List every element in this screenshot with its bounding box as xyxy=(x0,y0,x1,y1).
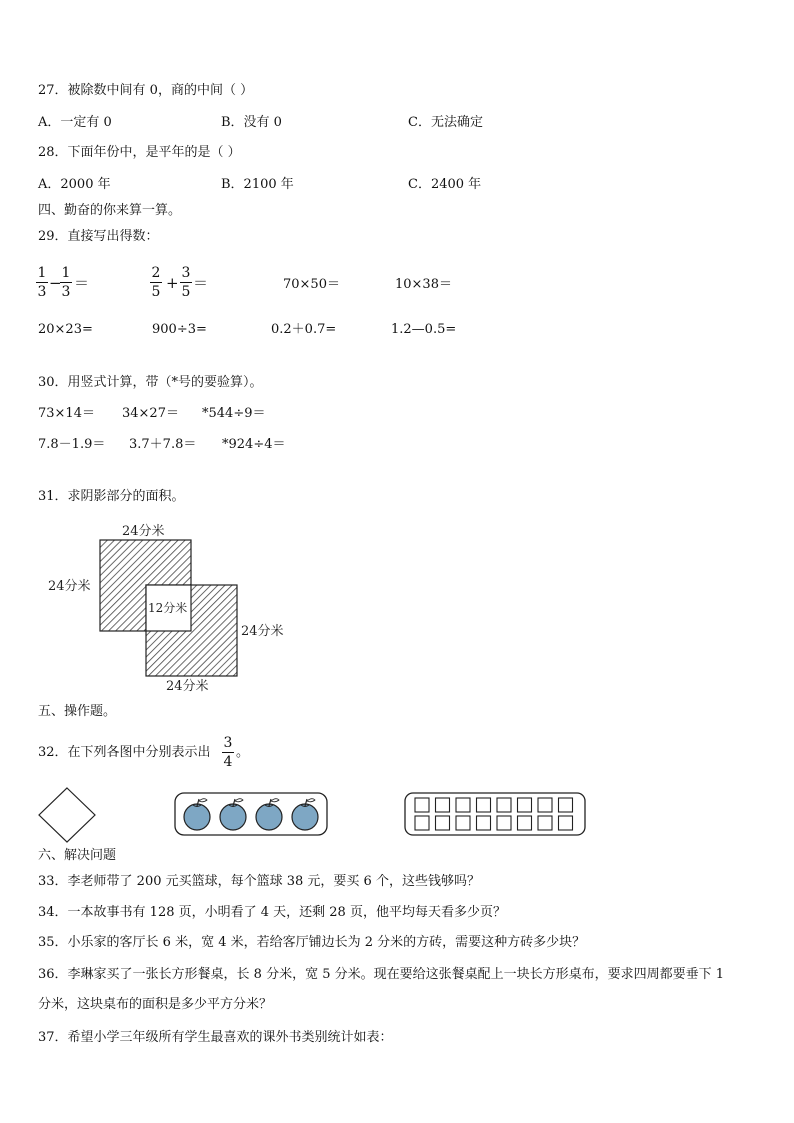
grid-square[interactable] xyxy=(518,798,532,812)
label-bottom: 24分米 xyxy=(166,679,209,694)
grid-square[interactable] xyxy=(456,816,470,830)
denominator: 4 xyxy=(223,754,233,770)
q28-option-a[interactable]: A．2000 年 xyxy=(38,177,111,192)
q36-text-line2: 分米，这块桌布的面积是多少平方分米？ xyxy=(38,997,273,1012)
q29-calc-0.2plus0.7: 0.2＋0.7= xyxy=(271,322,337,337)
fraction-2-5 xyxy=(150,265,162,300)
q29-stem: 29．直接写出得数： xyxy=(38,229,159,244)
denominator: 5 xyxy=(151,284,161,300)
fraction-bar xyxy=(180,282,192,283)
numerator: 1 xyxy=(61,265,71,281)
fraction-bar xyxy=(36,282,48,283)
grid-square[interactable] xyxy=(436,816,450,830)
q30-calc-544div9: *544÷9＝ xyxy=(202,406,266,421)
equals-sign: ＝ xyxy=(74,274,90,292)
fraction-1-3-b xyxy=(60,265,72,300)
q30-calc-73x14: 73×14＝ xyxy=(38,406,95,421)
q27-option-c[interactable]: C．无法确定 xyxy=(408,115,483,130)
q28-option-b[interactable]: B．2100 年 xyxy=(221,177,294,192)
grid-square[interactable] xyxy=(477,816,491,830)
q37-text: 37．希望小学三年级所有学生最喜欢的课外书类别统计如表： xyxy=(38,1030,393,1045)
q35-text: 35．小乐家的客厅长 6 米，宽 4 米，若给客厅铺边长为 2 分米的方砖，需要这种方砖多少块？ xyxy=(38,935,586,950)
denominator: 5 xyxy=(181,284,191,300)
label-right: 24分米 xyxy=(241,624,284,639)
q30-calc-3.7plus7.8: 3.7＋7.8＝ xyxy=(129,437,197,452)
squares-grid-box[interactable] xyxy=(404,792,588,837)
grid-square[interactable] xyxy=(497,816,511,830)
numerator: 2 xyxy=(151,265,161,281)
q33-text: 33．李老师带了 200 元买篮球，每个篮球 38 元，要买 6 个，这些钱够吗？ xyxy=(38,874,480,889)
label-top: 24分米 xyxy=(122,524,165,539)
fraction-bar xyxy=(60,282,72,283)
equals-sign: ＝ xyxy=(193,274,209,292)
section-4-heading: 四、勤奋的你来算一算。 xyxy=(38,203,182,218)
grid-square[interactable] xyxy=(538,816,552,830)
q28-option-c[interactable]: C．2400 年 xyxy=(408,177,482,192)
denominator: 3 xyxy=(61,284,71,300)
q27-stem: 27．被除数中间有 0，商的中间（ ） xyxy=(38,83,254,98)
q29-calc-1.2minus0.5: 1.2—0.5= xyxy=(391,322,457,337)
numerator: 3 xyxy=(181,265,191,281)
q30-calc-34x27: 34×27＝ xyxy=(122,406,179,421)
fraction-3-4 xyxy=(222,735,234,770)
fraction-bar xyxy=(222,752,234,753)
grid-square[interactable] xyxy=(538,798,552,812)
grid-square[interactable] xyxy=(436,798,450,812)
q29-calc-70x50: 70×50＝ xyxy=(283,277,340,292)
section-5-heading: 五、操作题。 xyxy=(38,704,117,719)
fraction-bar xyxy=(150,282,162,283)
q29-calc-900div3: 900÷3= xyxy=(152,322,207,337)
grid-square[interactable] xyxy=(559,816,573,830)
fraction-1-3-a xyxy=(36,265,48,300)
q32-stem xyxy=(38,745,211,761)
minus-sign: − xyxy=(49,274,62,292)
q28-stem: 28．下面年份中，是平年的是（ ） xyxy=(38,145,241,160)
denominator: 3 xyxy=(37,284,47,300)
grid-square[interactable] xyxy=(518,816,532,830)
q36-text-line1: 36．李琳家买了一张长方形餐桌，长 8 分米，宽 5 分米。现在要给这张餐桌配上一块长方形桌布，要求四周都要垂下 1 xyxy=(38,967,725,982)
diamond-shape[interactable] xyxy=(38,787,98,843)
q30-calc-7.8minus1.9: 7.8－1.9＝ xyxy=(38,437,106,452)
numerator: 3 xyxy=(223,735,233,751)
q31-stem: 31．求阴影部分的面积。 xyxy=(38,489,185,504)
section-6-heading: 六、解决问题 xyxy=(38,848,117,863)
grid-square[interactable] xyxy=(456,798,470,812)
grid-square[interactable] xyxy=(559,798,573,812)
q29-calc-20x23: 20×23= xyxy=(38,322,93,337)
q27-option-a[interactable]: A．一定有 0 xyxy=(38,115,112,130)
q29-calc-10x38: 10×38＝ xyxy=(395,277,452,292)
q34-text: 34．一本故事书有 128 页，小明看了 4 天，还剩 28 页，他平均每天看多少页？ xyxy=(38,905,506,920)
label-center: 12分米 xyxy=(148,601,188,615)
q30-stem: 30．用竖式计算，带（*号的要验算）。 xyxy=(38,375,263,390)
grid-square[interactable] xyxy=(415,816,429,830)
q32-stem-suffix: 。 xyxy=(236,745,250,760)
shaded-area-figure xyxy=(40,515,300,700)
q32-stem-prefix: 32．在下列各图中分别表示出 xyxy=(38,745,211,760)
q27-option-b[interactable]: B．没有 0 xyxy=(221,115,282,130)
q30-calc-924div4: *924÷4＝ xyxy=(222,437,286,452)
plus-sign: + xyxy=(166,274,179,292)
grid-square[interactable] xyxy=(415,798,429,812)
numerator: 1 xyxy=(37,265,47,281)
grid-square[interactable] xyxy=(497,798,511,812)
fraction-3-5 xyxy=(180,265,192,300)
apples-box[interactable] xyxy=(174,792,329,837)
label-left: 24分米 xyxy=(48,579,91,594)
grid-square[interactable] xyxy=(477,798,491,812)
